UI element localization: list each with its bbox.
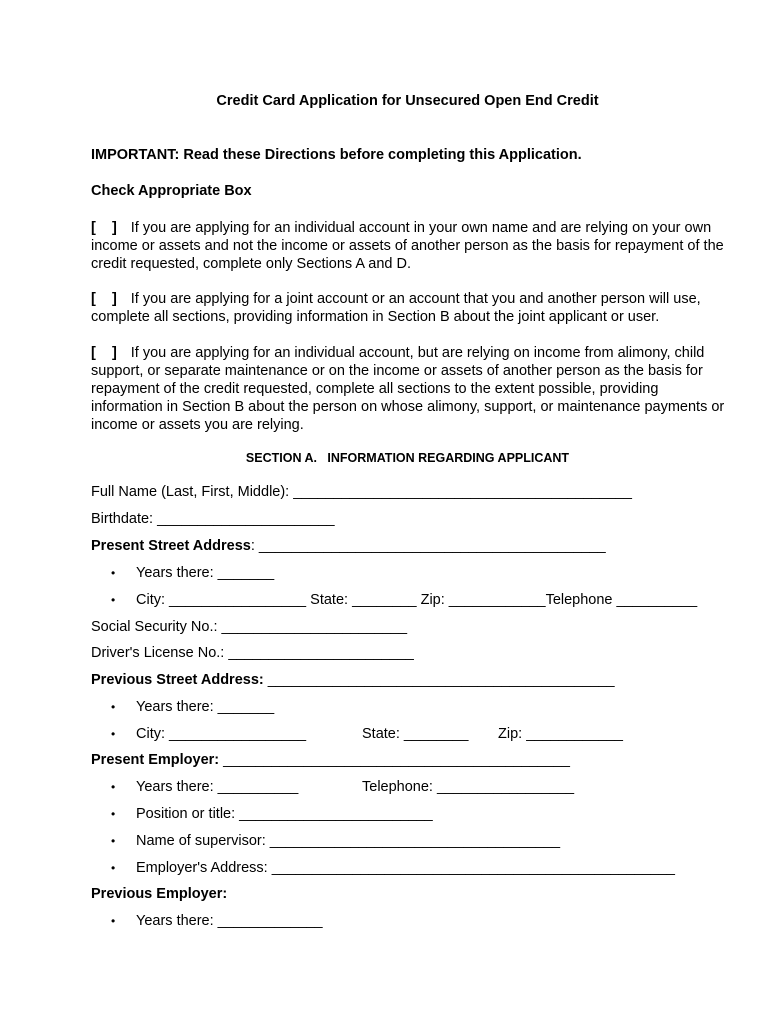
drivers-license-field[interactable]: Driver's License No.: _______________________ <box>91 645 414 661</box>
birthdate-field[interactable]: Birthdate: ______________________ <box>91 511 335 527</box>
list-item <box>111 860 675 876</box>
checkbox-individual[interactable]: [ ] <box>91 220 117 236</box>
state-field[interactable]: State: ________ <box>362 726 469 742</box>
years-there-field[interactable]: Years there: _______ <box>136 565 275 581</box>
employer-telephone-field[interactable]: Telephone: _________________ <box>362 779 575 795</box>
present-employer-label: Present Employer: <box>91 752 220 768</box>
previous-employer-label: Previous Employer: <box>91 886 228 902</box>
years-there-field[interactable]: Years there: _______ <box>136 699 275 715</box>
zip-field[interactable]: Zip: ____________ <box>498 726 623 742</box>
present-employer-field[interactable] <box>91 752 570 768</box>
list-item <box>111 726 306 742</box>
ssn-field[interactable]: Social Security No.: _______________________ <box>91 619 408 635</box>
employer-address-field[interactable]: Employer's Address: __________________________________________________ <box>136 860 675 876</box>
present-address-label: Present Street Address <box>91 538 251 554</box>
list-item <box>111 833 560 849</box>
position-field[interactable]: Position or title: ________________________ <box>136 806 433 822</box>
checkbox-joint[interactable]: [ ] <box>91 291 117 307</box>
bullet-icon: • <box>111 780 116 794</box>
list-item <box>111 779 298 795</box>
previous-address-field[interactable] <box>91 672 615 688</box>
list-item <box>111 913 323 929</box>
years-there-field[interactable]: Years there: __________ <box>136 779 299 795</box>
full-name-field[interactable]: Full Name (Last, First, Middle): __________________________________________ <box>91 484 632 500</box>
option-alimony <box>91 344 726 434</box>
section-a-heading: SECTION A. INFORMATION REGARDING APPLICANT <box>245 451 570 465</box>
document-title: Credit Card Application for Unsecured Open End Credit <box>216 93 599 109</box>
previous-address-line[interactable]: ___________________________________________ <box>263 672 615 688</box>
present-address-field[interactable] <box>91 538 606 554</box>
present-address-line[interactable]: : ___________________________________________ <box>250 538 606 554</box>
option-joint-text: If you are applying for a joint account or an account that you and another person will use, complete all sections, providing information in Section B about the joint applicant or user. <box>91 291 701 325</box>
option-individual-text: If you are applying for an individual account in your own name and are relying on your own income or assets and not the income or assets of another person as the basis for repayment of the credit requested, complete only Sections A and D. <box>91 220 724 272</box>
option-joint <box>91 290 726 326</box>
option-individual <box>91 219 726 273</box>
list-item <box>111 592 697 608</box>
bullet-icon: • <box>111 807 116 821</box>
list-item <box>111 699 274 715</box>
option-alimony-text: If you are applying for an individual account, but are relying on income from alimony, child support, or separate maintenance or on the income or assets of another person as the basis for repayment of the credit requested, complete all sections to the extent possible, providing information in Section B about the person on whose alimony, support, or maintenance payments or income or assets you are relying. <box>91 345 725 433</box>
checkbox-alimony[interactable]: [ ] <box>91 345 117 361</box>
bullet-icon: • <box>111 861 116 875</box>
bullet-icon: • <box>111 700 116 714</box>
bullet-icon: • <box>111 834 116 848</box>
check-box-heading: Check Appropriate Box <box>91 183 252 199</box>
list-item <box>111 565 274 581</box>
bullet-icon: • <box>111 593 116 607</box>
bullet-icon: • <box>111 727 116 741</box>
list-item <box>111 806 433 822</box>
city-state-zip-phone-field[interactable]: City: _________________ State: ________ Zip: ____________Telephone __________ <box>136 592 698 608</box>
supervisor-field[interactable]: Name of supervisor: ____________________________________ <box>136 833 561 849</box>
present-employer-line[interactable]: ___________________________________________ <box>219 752 570 768</box>
city-field[interactable]: City: _________________ <box>136 726 307 742</box>
important-notice: IMPORTANT: Read these Directions before completing this Application. <box>91 147 582 163</box>
previous-address-label: Previous Street Address: <box>91 672 264 688</box>
bullet-icon: • <box>111 566 116 580</box>
years-there-field[interactable]: Years there: _____________ <box>136 913 323 929</box>
bullet-icon: • <box>111 914 116 928</box>
